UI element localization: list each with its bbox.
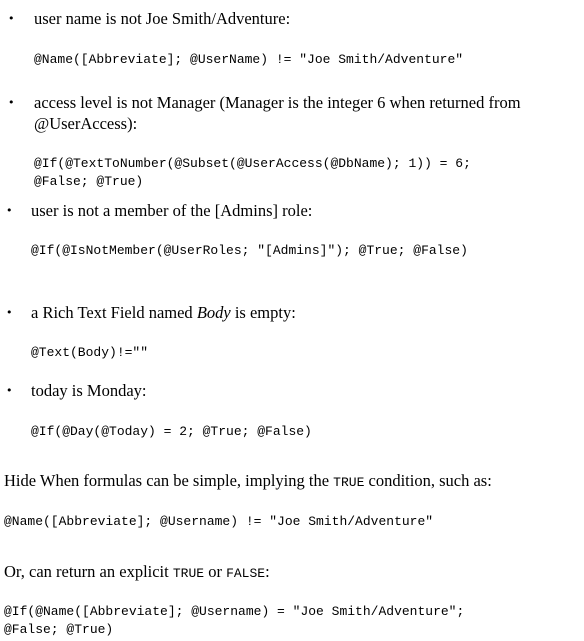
code-block-2-line1: @If(@Name([Abbreviate]; @Username) = "Joe Smith/Adventure"; — [4, 604, 465, 619]
item-4-code: @Text(Body)!="" — [31, 345, 149, 360]
item-4-text-italic: Body — [196, 303, 231, 322]
paragraph-1-keyword: TRUE — [333, 475, 365, 490]
item-3-code: @If(@IsNotMember(@UserRoles; "[Admins]"); @True; @False) — [31, 243, 468, 258]
paragraph-2 — [4, 561, 270, 584]
paragraph-1-before: Hide When formulas can be simple, implying the — [4, 471, 334, 490]
paragraph-2-after: : — [265, 562, 270, 581]
item-2-text-line1: access level is not Manager (Manager is the integer 6 when returned from — [34, 93, 521, 112]
item-2-code-line2: @False; @True) — [34, 174, 144, 189]
item-1-code: @Name([Abbreviate]; @UserName) != "Joe Smith/Adventure" — [34, 52, 464, 67]
item-3-text: user is not a member of the [Admins] role: — [31, 201, 313, 220]
paragraph-2-keyword-true: TRUE — [172, 566, 205, 581]
item-4-text-after: is empty: — [230, 303, 296, 322]
paragraph-1 — [4, 470, 492, 493]
item-2-text-line2: @UserAccess): — [34, 114, 138, 133]
item-4-text-before: a Rich Text Field named — [31, 303, 197, 322]
bullet-4: • — [6, 306, 13, 319]
bullet-1: • — [8, 12, 15, 25]
item-4-text — [31, 302, 296, 323]
item-1-text: user name is not Joe Smith/Adventure: — [34, 9, 291, 28]
item-5-code: @If(@Day(@Today) = 2; @True; @False) — [31, 424, 312, 439]
paragraph-2-keyword-false: FALSE — [226, 566, 266, 581]
bullet-2: • — [8, 96, 15, 109]
bullet-5: • — [6, 384, 13, 397]
item-2-code-line1: @If(@TextToNumber(@Subset(@UserAccess(@DbName); 1)) = 6; — [34, 156, 471, 171]
paragraph-2-middle: or — [204, 562, 227, 581]
code-block-1: @Name([Abbreviate]; @Username) != "Joe Smith/Adventure" — [4, 514, 434, 529]
bullet-3: • — [6, 204, 13, 217]
paragraph-2-before: Or, can return an explicit — [4, 562, 173, 581]
paragraph-1-after: condition, such as: — [364, 471, 492, 490]
item-5-text: today is Monday: — [31, 381, 147, 400]
code-block-2-line2: @False; @True) — [4, 622, 114, 637]
